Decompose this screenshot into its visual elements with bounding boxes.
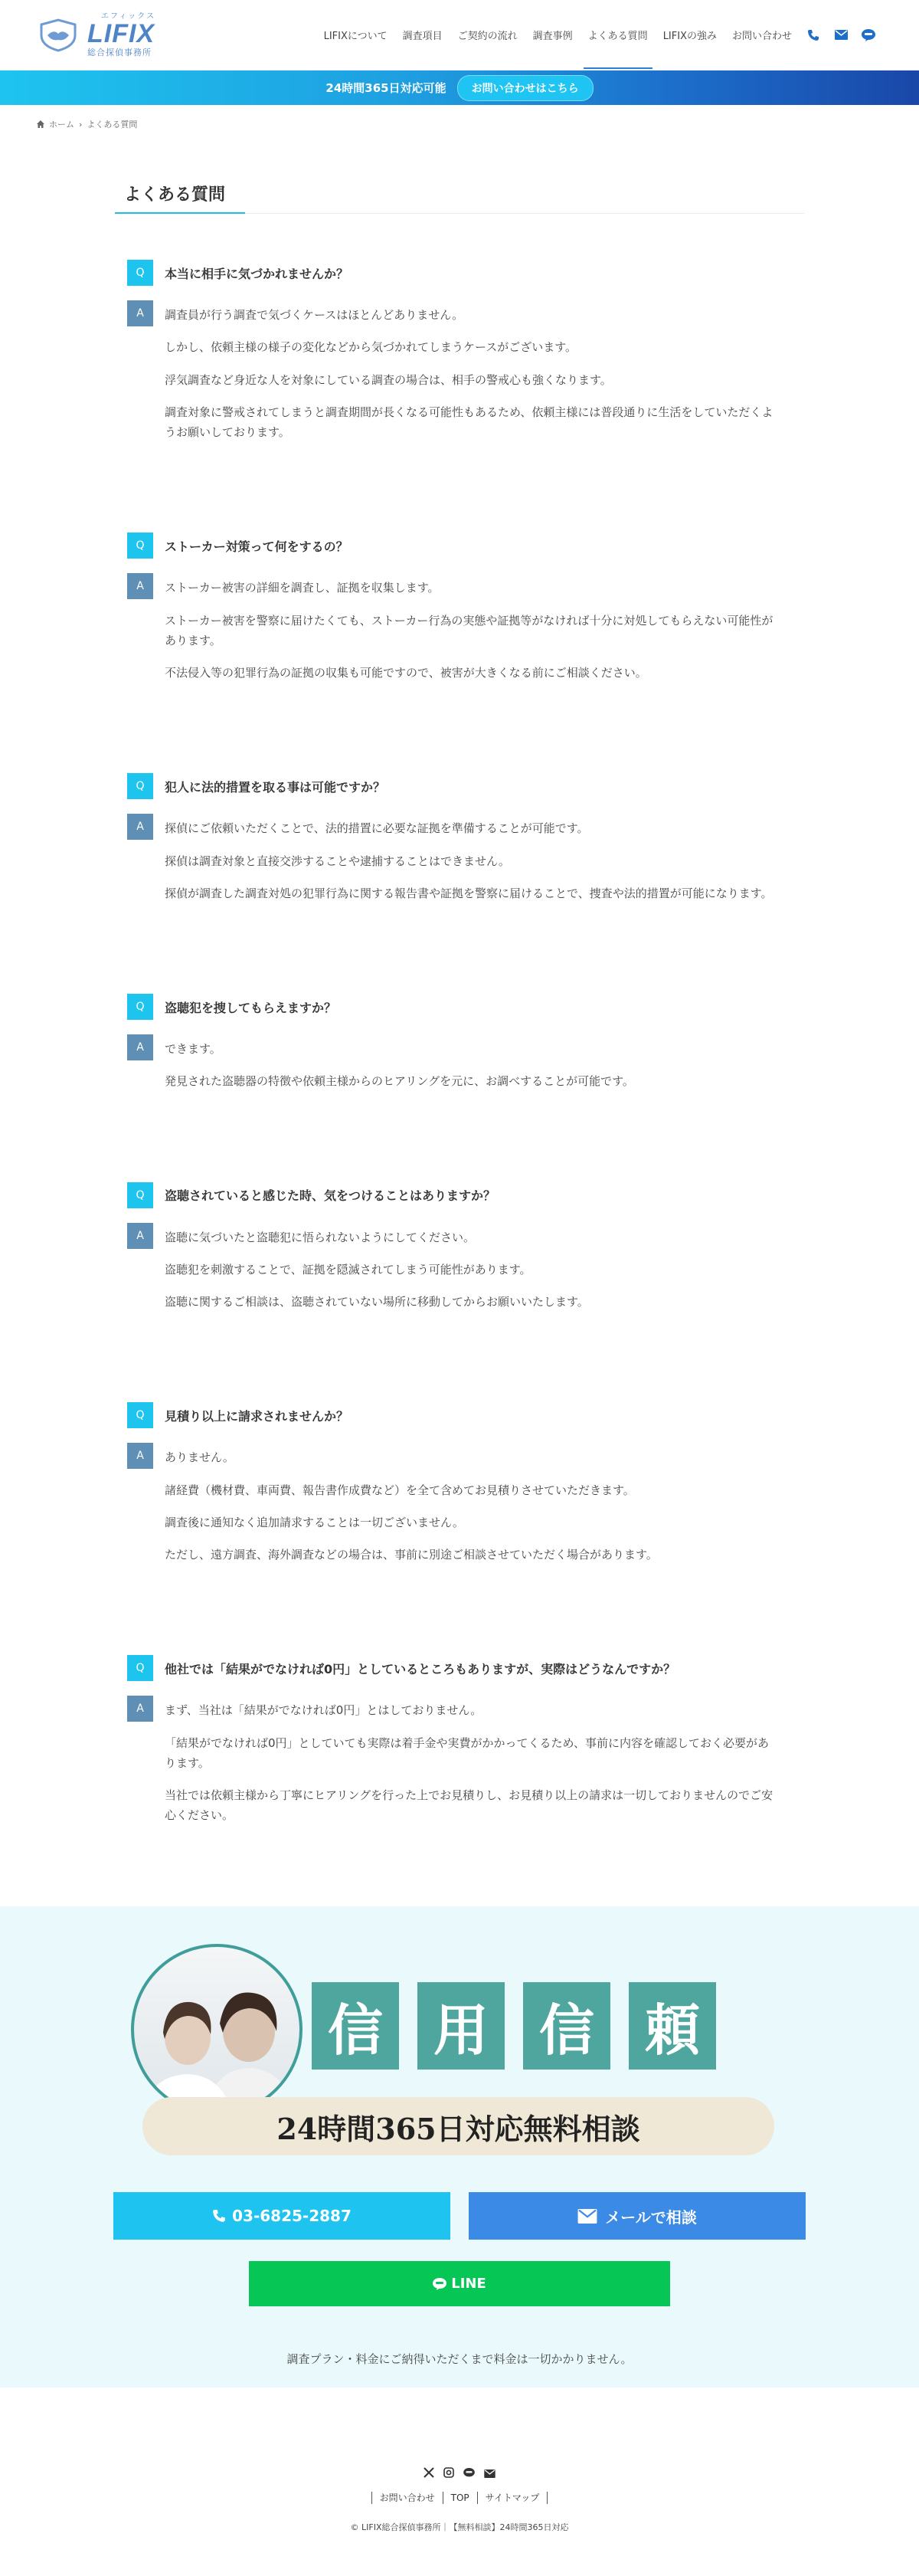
faq-item (115, 533, 804, 695)
nav-item-flow[interactable]: ご契約の流れ (457, 31, 518, 42)
answer-badge: A (127, 1443, 153, 1469)
question-badge: Q (127, 260, 153, 286)
nav-item-contact[interactable]: お問い合わせ (731, 31, 792, 42)
faq-answer (165, 1447, 777, 1577)
faq-question: 犯人に法的措置を取る事は可能ですか？ (165, 779, 386, 795)
phone-icon[interactable] (800, 0, 827, 70)
breadcrumb (0, 105, 919, 133)
answer-paragraph: 浮気調査など身近な人を対象にしている調査の場合は、相手の警戒心も強くなります。 (165, 372, 612, 387)
faq-item (115, 994, 804, 1104)
answer-paragraph: 発見された盗聴器の特徴や依頼主様からのヒアリングを元に、お調べすることが可能です。 (165, 1074, 634, 1089)
footer-links (0, 2492, 919, 2504)
answer-paragraph: まず、当社は「結果がでなければ0円」とはしておりません。 (165, 1703, 482, 1718)
logo-ruby: エフィックス (101, 12, 156, 21)
kanji-tile: 頼 (629, 1982, 716, 2070)
nav-item-cases[interactable]: 調査事例 (532, 31, 573, 42)
kanji-tile: 信 (312, 1982, 399, 2070)
nav-item-about[interactable]: LIFIXについて (323, 31, 388, 42)
question-badge: Q (127, 773, 153, 799)
answer-paragraph: できます。 (165, 1042, 221, 1056)
consult-note: 調査プラン・料金にご納得いただくまで料金は一切かかりません。 (286, 2352, 633, 2366)
answer-paragraph: 調査員が行う調査で気づくケースはほとんどありません。 (165, 308, 464, 322)
page-title-block (115, 182, 804, 214)
answer-paragraph: 盗聴犯を刺激することで、証拠を隠滅されてしまう可能性があります。 (165, 1262, 531, 1277)
nav-item-faq[interactable]: よくある質問 (581, 0, 656, 70)
answer-paragraph: ただし、遠方調査、海外調査などの場合は、事前に別途ご相談させていただく場合があります。 (165, 1548, 658, 1562)
answer-paragraph: 盗聴に気づいたと盗聴犯に悟られないようにしてください。 (165, 1230, 476, 1244)
copyright: © LIFIX総合探偵事務所｜【無料相談】24時間365日対応 (350, 2522, 569, 2532)
consult-section (0, 1906, 919, 2388)
mail-icon (577, 2209, 597, 2224)
footer-link-sitemap[interactable]: サイトマップ (477, 2492, 548, 2504)
main-nav (316, 0, 882, 70)
answer-badge: A (127, 1696, 153, 1722)
consult-banner (131, 1944, 782, 2158)
faq-question: 見積り以上に請求されませんか？ (165, 1408, 349, 1424)
site-logo[interactable] (37, 13, 267, 57)
answer-badge: A (127, 300, 153, 326)
answer-badge: A (127, 1223, 153, 1249)
page-title: よくある質問 (124, 185, 226, 205)
faq-list (115, 260, 804, 1838)
answer-paragraph: ストーカー被害を警察に届けたくても、ストーカー行為の実態や証拠等がなければ十分に対処してもらえない可能性があります。 (165, 613, 773, 647)
answer-badge: A (127, 814, 153, 840)
title-underline (115, 212, 245, 214)
instagram-icon[interactable] (443, 2467, 454, 2481)
answer-paragraph: 「結果がでなければ0円」としていても実際は着手金や実費がかかってくるため、事前に内容を確認しておく必要があります。 (165, 1735, 769, 1770)
nav-item-services[interactable]: 調査項目 (402, 31, 443, 42)
operator-photo (131, 1944, 303, 2116)
faq-question: 盗聴されていると感じた時、気をつけることはありますか？ (165, 1188, 496, 1203)
faq-answer (165, 1039, 777, 1104)
kanji-tile: 用 (417, 1982, 505, 2070)
question-badge: Q (127, 533, 153, 559)
faq-question: 他社では「結果がでなければ0円」としているところもありますが、実際はどうなんですか？ (165, 1661, 676, 1676)
chevron-right-icon: › (79, 119, 83, 129)
mail-icon[interactable] (827, 0, 855, 70)
faq-answer (165, 305, 777, 454)
mail-consult-label: メールで相談 (605, 2207, 697, 2227)
answer-paragraph: 調査対象に警戒されてしまうと調査期間が長くなる可能性もあるため、依頼主様には普段通りに生活をしていただくようお願いしております。 (165, 405, 773, 439)
free-consult-banner-text: 24時間365日対応無料相談 (142, 2097, 774, 2155)
answer-paragraph: 調査後に通知なく追加請求することは一切ございません。 (165, 1515, 464, 1529)
question-badge: Q (127, 1402, 153, 1428)
mail-icon[interactable] (484, 2467, 495, 2481)
faq-answer (165, 1700, 777, 1837)
line-icon (433, 2278, 446, 2290)
answer-paragraph: 探偵は調査対象と直接交渉することや逮捕することはできません。 (165, 854, 510, 868)
answer-paragraph: 不法侵入等の犯罪行為の証拠の収集も可能ですので、被害が大きくなる前にご相談ください。 (165, 666, 647, 680)
consult-buttons (113, 2192, 806, 2240)
answer-paragraph: 諸経費（機材費、車両費、報告書作成費など）を全て含めてお見積りさせていただきます。 (165, 1483, 635, 1497)
breadcrumb-current: よくある質問 (87, 120, 138, 129)
line-icon[interactable] (463, 2467, 475, 2481)
tel-button[interactable] (113, 2192, 450, 2240)
faq-answer (165, 1227, 777, 1325)
line-icon[interactable] (855, 0, 882, 70)
footer-link-top[interactable]: TOP (443, 2492, 477, 2504)
faq-item (115, 1655, 804, 1837)
line-consult-label: LINE (451, 2276, 486, 2292)
faq-question: 盗聴犯を捜してもらえますか？ (165, 1000, 337, 1015)
answer-paragraph: ストーカー被害の詳細を調査し、証拠を収集します。 (165, 581, 440, 595)
cta-contact-button[interactable]: お問い合わせはこちら (457, 75, 594, 101)
faq-item (115, 773, 804, 916)
kanji-tile: 信 (523, 1982, 610, 2070)
home-icon (37, 120, 44, 128)
faq-answer (165, 578, 777, 695)
answer-paragraph: しかし、依頼主様の様子の変化などから気づかれてしまうケースがございます。 (165, 340, 577, 355)
site-header (0, 0, 919, 70)
footer-link-contact[interactable]: お問い合わせ (371, 2492, 443, 2504)
answer-badge: A (127, 573, 153, 599)
question-badge: Q (127, 1182, 153, 1208)
faq-answer (165, 818, 777, 916)
contact-cta-bar (0, 70, 919, 105)
faq-item (115, 1182, 804, 1325)
answer-paragraph: 探偵にご依頼いただくことで、法的措置に必要な証拠を準備することが可能です。 (165, 821, 589, 836)
mail-consult-button[interactable] (469, 2192, 806, 2240)
faq-question: 本当に相手に気づかれませんか？ (165, 266, 349, 281)
site-footer (0, 2467, 919, 2533)
handshake-logo-icon (37, 18, 80, 52)
faq-item (115, 1402, 804, 1577)
line-consult-button[interactable] (249, 2261, 670, 2306)
tel-number: 03-6825-2887 (232, 2207, 352, 2225)
faq-question: ストーカー対策って何をするの？ (165, 539, 348, 554)
phone-icon (212, 2209, 226, 2223)
question-badge: Q (127, 1655, 153, 1681)
answer-paragraph: 当社では依頼主様から丁寧にヒアリングを行った上でお見積りし、お見積り以上の請求は一切しておりませんのでご安心ください。 (165, 1788, 773, 1823)
answer-paragraph: 探偵が調査した調査対処の犯罪行為に関する報告書や証拠を警察に届けることで、捜査や法的措置が可能になります。 (165, 886, 773, 900)
main-content (115, 182, 804, 1838)
logo-subtitle: 総合探偵事務所 (87, 48, 152, 57)
social-links (0, 2467, 919, 2481)
question-badge: Q (127, 994, 153, 1020)
x-icon[interactable] (424, 2467, 434, 2481)
answer-paragraph: 盗聴に関するご相談は、盗聴されていない場所に移動してからお願いいたします。 (165, 1295, 589, 1309)
faq-item (115, 260, 804, 454)
nav-item-strengths[interactable]: LIFIXの強み (662, 31, 717, 42)
answer-badge: A (127, 1034, 153, 1060)
answer-paragraph: ありません。 (165, 1450, 234, 1465)
logo-wordmark: LIFIX (87, 19, 155, 48)
breadcrumb-home[interactable]: ホーム (49, 120, 74, 129)
cta-bar-text: 24時間365日対応可能 (325, 81, 446, 95)
